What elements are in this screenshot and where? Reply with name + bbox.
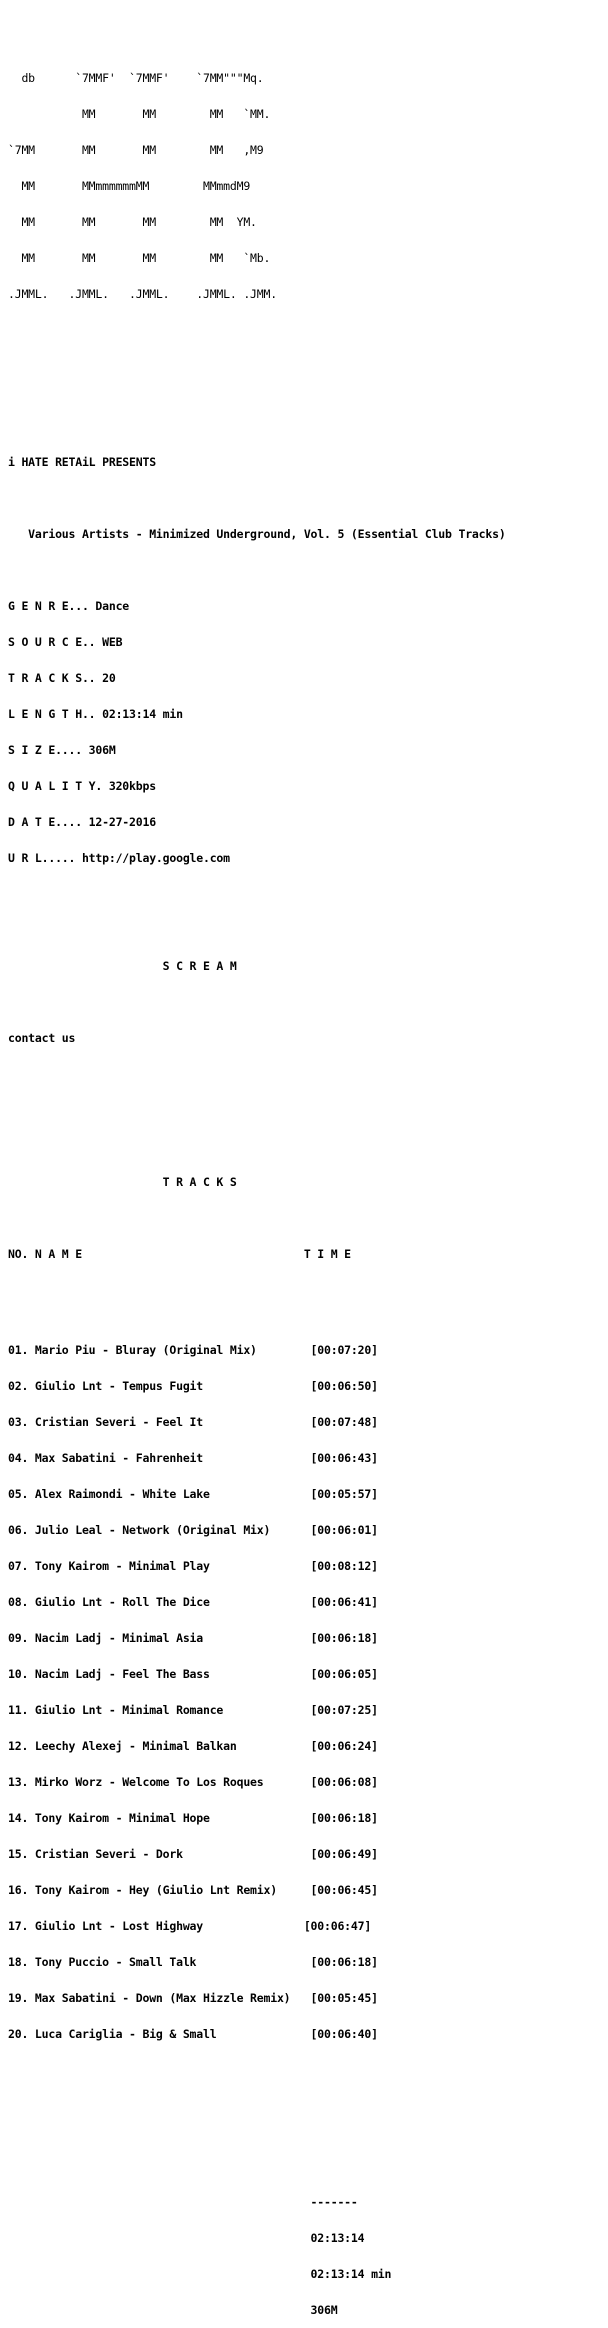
blank-line [8,2160,506,2172]
blank-line [8,564,506,576]
track-row: 12. Leechy Alexej - Minimal Balkan [00:06:24] [8,1739,378,1753]
tracklist [8,1320,506,2064]
track-row: 05. Alex Raimondi - White Lake [00:05:57] [8,1487,378,1501]
contact-link[interactable]: contact us [8,1031,76,1045]
blank-line [8,1212,506,1224]
blank-line [8,348,506,360]
track-row: 18. Tony Puccio - Small Talk [00:06:18] [8,1955,378,1969]
totals-time: 02:13:14 [8,2231,365,2245]
totals-length: 02:13:14 min [8,2267,392,2281]
info-quality: Q U A L I T Y. 320kbps [8,779,156,793]
blank-line [8,2088,506,2100]
blank-line [8,1104,506,1116]
blank-line [8,1284,506,1296]
presents-line: i HATE RETAiL PRESENTS [8,455,156,469]
totals-divider: ------- [8,2195,358,2209]
track-row: 01. Mario Piu - Bluray (Original Mix) [00:07:20] [8,1343,378,1357]
scream-heading: S C R E A M [8,959,237,973]
logo-line: db `7MMF' `7MMF' `7MM"""Mq. [8,71,264,85]
info-size: S I Z E.... 306M [8,743,116,757]
track-row: 16. Tony Kairom - Hey (Giulio Lnt Remix) [00:06:45] [8,1883,378,1897]
track-row: 07. Tony Kairom - Minimal Play [00:08:12] [8,1559,378,1573]
blank-line [8,384,506,396]
track-row: 06. Julio Leal - Network (Original Mix) [00:06:01] [8,1523,378,1537]
logo-line: `7MM MM MM MM ,M9 [8,143,264,157]
track-row: 02. Giulio Lnt - Tempus Fugit [00:06:50] [8,1379,378,1393]
blank-line [8,420,506,432]
blank-line [8,492,506,504]
track-row: 14. Tony Kairom - Minimal Hope [00:06:18] [8,1811,378,1825]
blank-line [8,1140,506,1152]
track-row: 09. Nacim Ladj - Minimal Asia [00:06:18] [8,1631,378,1645]
track-row: 13. Mirko Worz - Welcome To Los Roques [00:06:08] [8,1775,378,1789]
info-length: L E N G T H.. 02:13:14 min [8,707,183,721]
tracks-heading: T R A C K S [8,1175,237,1189]
info-url: U R L..... http://play.google.com [8,851,230,865]
track-row: 20. Luca Cariglia - Big & Small [00:06:40] [8,2027,378,2041]
info-source: S O U R C E.. WEB [8,635,123,649]
nfo-document [8,24,506,2328]
columns-header: NO. N A M E T I M E [8,1247,351,1261]
release-title: Various Artists - Minimized Underground, Vol. 5 (Essential Club Tracks) [8,527,506,541]
logo-line: MM MM MM MM YM. [8,215,257,229]
blank-line [8,2124,506,2136]
logo-line: MM MM MM MM `Mb. [8,251,271,265]
ascii-logo [8,48,506,324]
logo-line: .JMML. .JMML. .JMML. .JMML. .JMM. [8,287,277,301]
track-row: 03. Cristian Severi - Feel It [00:07:48] [8,1415,378,1429]
track-row: 15. Cristian Severi - Dork [00:06:49] [8,1847,378,1861]
totals-size: 306M [8,2303,338,2317]
logo-line: MM MMmmmmmmMM MMmmdM9 [8,179,251,193]
track-row: 04. Max Sabatini - Fahrenheit [00:06:43] [8,1451,378,1465]
blank-line [8,888,506,900]
blank-line [8,1068,506,1080]
logo-line: MM MM MM `MM. [8,107,271,121]
track-row: 11. Giulio Lnt - Minimal Romance [00:07:25] [8,1703,378,1717]
blank-line [8,924,506,936]
track-row: 10. Nacim Ladj - Feel The Bass [00:06:05] [8,1667,378,1681]
info-genre: G E N R E... Dance [8,599,130,613]
track-row: 17. Giulio Lnt - Lost Highway [00:06:47] [8,1919,372,1933]
track-row: 08. Giulio Lnt - Roll The Dice [00:06:41] [8,1595,378,1609]
info-date: D A T E.... 12-27-2016 [8,815,156,829]
blank-line [8,996,506,1008]
track-row: 19. Max Sabatini - Down (Max Hizzle Remix) [00:05:45] [8,1991,378,2005]
info-tracks: T R A C K S.. 20 [8,671,116,685]
